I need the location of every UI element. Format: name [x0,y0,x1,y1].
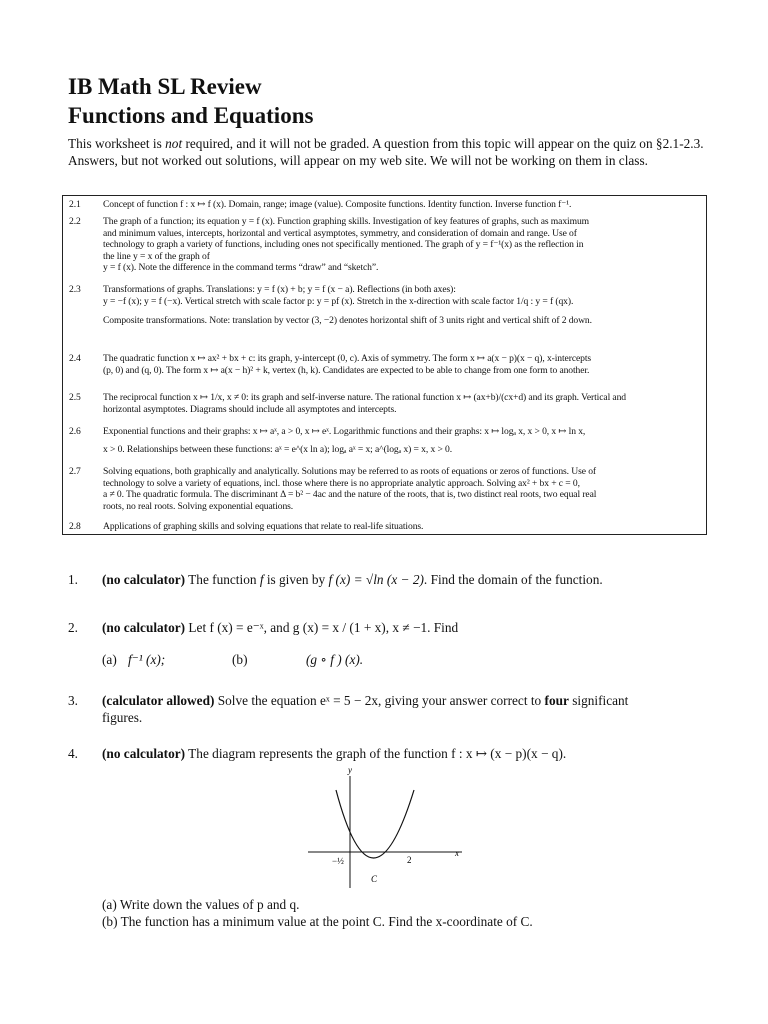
tick-right-label: 2 [407,855,412,865]
question-tag: (no calculator) [102,572,186,587]
syllabus-line: horizontal asymptotes. Diagrams should include all asymptotes and intercepts. [103,403,397,415]
syllabus-line: Composite transformations. Note: translation by vector (3, −2) denotes horizontal shift of 3 units right and vertical shift of 2 down. [103,315,592,326]
syllabus-line: roots, no real roots. Solving exponential equations. [103,500,294,512]
question-tag: (calculator allowed) [102,693,215,708]
syllabus-line: Solving equations, both graphically and analytically. Solutions may be referred to as roots of equations or zeros of functions. Use of [103,466,596,477]
question-text: figures. [102,709,143,725]
syllabus-line: and minimum values, intercepts, horizontal and vertical asymptotes, symmetry, and consideration of domain and range. Use of [103,227,577,239]
q4-part-a: (a) Write down the values of p and q. [102,897,300,912]
syllabus-line: technology to solve a variety of equations, incl. those where there is no appropriate analytic approach. Solving ax² + bx + c = 0, [103,477,580,489]
question-number: 1. [68,572,78,587]
syllabus-line: Transformations of graphs. Translations: y = f (x) + b; y = f (x − a). Reflections (in both axes): [103,284,456,295]
title-line-2: Functions and Equations [68,103,314,128]
syllabus-box [62,195,707,535]
page-title [68,72,313,130]
question-text: . Find the domain of the function. [423,572,603,587]
question-number: 4. [68,746,78,761]
intro-paragraph [68,136,708,169]
parabola-graph [300,766,470,894]
syllabus-num: 2.1 [69,199,81,210]
function-name: f [259,572,264,587]
x-axis-label: x [455,848,459,858]
question-tag: (no calculator) [102,746,186,761]
question-number: 3. [68,693,78,708]
question-text: Let f (x) = e⁻ˣ, and g (x) = x / (1 + x), x ≠ −1. Find [185,620,459,635]
syllabus-line: Applications of graphing skills and solving equations that relate to real-life situations. [103,521,424,532]
question-text: Solve the equation eˣ = 5 − 2x, giving your answer correct to [214,693,545,708]
intro-emphasis: not [165,136,183,151]
syllabus-line: y = f (x). Note the difference in the command terms “draw” and “sketch”. [103,262,379,273]
syllabus-num: 2.8 [69,521,81,532]
syllabus-line: a ≠ 0. The quadratic formula. The discriminant Δ = b² − 4ac and the nature of the roots, that is, two distinct real roots, two equal real [103,489,597,500]
syllabus-line: The quadratic function x ↦ ax² + bx + c: its graph, y-intercept (0, c). Axis of symmetry. The form x ↦ a(x − p)(x − q), x-intercepts [103,353,592,364]
y-axis-label: y [348,766,352,775]
q2-part-b-expr: (g ∘ f ) (x). [306,652,364,667]
syllabus-line: The reciprocal function x ↦ 1/x, x ≠ 0: its graph and self-inverse nature. The rational function x ↦ (ax+b)/(cx+d) and its graph. Vertical and [103,392,626,403]
syllabus-line: The graph of a function; its equation y = f (x). Function graphing skills. Investigation of key features of graphs, such as maximum [103,216,590,227]
q2-part-a-expr: f⁻¹ (x); [128,652,166,667]
question-number: 2. [68,620,78,635]
point-c-label: C [371,874,378,884]
syllabus-num: 2.2 [69,216,81,227]
syllabus-line: the line y = x of the graph of [103,250,210,262]
question-text: The diagram represents the graph of the function f : x ↦ (x − p)(x − q). [185,746,567,761]
intro-part-2: required, and it will not be graded. A question from this topic will appear on the quiz on §2.1-2.3. Answers, but not worked out solutions, will appear on my web site. We will not be working on them in class. [68,136,704,168]
syllabus-num: 2.6 [69,426,81,437]
syllabus-line: Exponential functions and their graphs: x ↦ aˣ, a > 0, x ↦ eˣ. Logarithmic functions and their graphs: x ↦ logₐ x, x > 0, x ↦ ln x, [103,426,586,437]
syllabus-num: 2.3 [69,284,81,295]
title-line-1: IB Math SL Review [68,74,262,99]
intro-part-1: This worksheet is [68,136,166,151]
syllabus-num: 2.5 [69,392,81,403]
syllabus-line: y = −f (x); y = f (−x). Vertical stretch with scale factor p: y = pf (x). Stretch in the x-direction with scale factor 1/q : y = f (qx). [103,295,574,307]
tick-left-label: −½ [332,856,344,866]
q4-part-b: (b) The function has a minimum value at the point C. Find the x-coordinate of C. [102,914,533,929]
question-text: significant [568,693,629,708]
syllabus-line: Concept of function f : x ↦ f (x). Domain, range; image (value). Composite functions. Identity function. Inverse function f⁻¹. [103,199,572,210]
q2-part-a-label: (a) [102,652,117,667]
syllabus-num: 2.7 [69,466,81,477]
syllabus-num: 2.4 [69,353,81,364]
question-text: is given by [263,572,329,587]
syllabus-line: technology to graph a variety of functions, including ones not specifically mentioned. The graph of y = f⁻¹(x) as the reflection in [103,239,584,250]
question-tag: (no calculator) [102,620,186,635]
q2-part-b-label: (b) [232,652,248,667]
syllabus-line: (p, 0) and (q, 0). The form x ↦ a(x − h)² + k, vertex (h, k). Candidates are expected to be able to change from one form to another. [103,364,590,376]
parabola-curve [336,790,414,858]
emphasis: four [544,693,569,708]
question-text: The function [185,572,260,587]
formula: f (x) = √ln (x − 2) [328,572,424,587]
syllabus-line: x > 0. Relationships between these functions: aˣ = e^(x ln a); logₐ aˣ = x; a^(logₐ x) = x, x > 0. [103,443,453,455]
